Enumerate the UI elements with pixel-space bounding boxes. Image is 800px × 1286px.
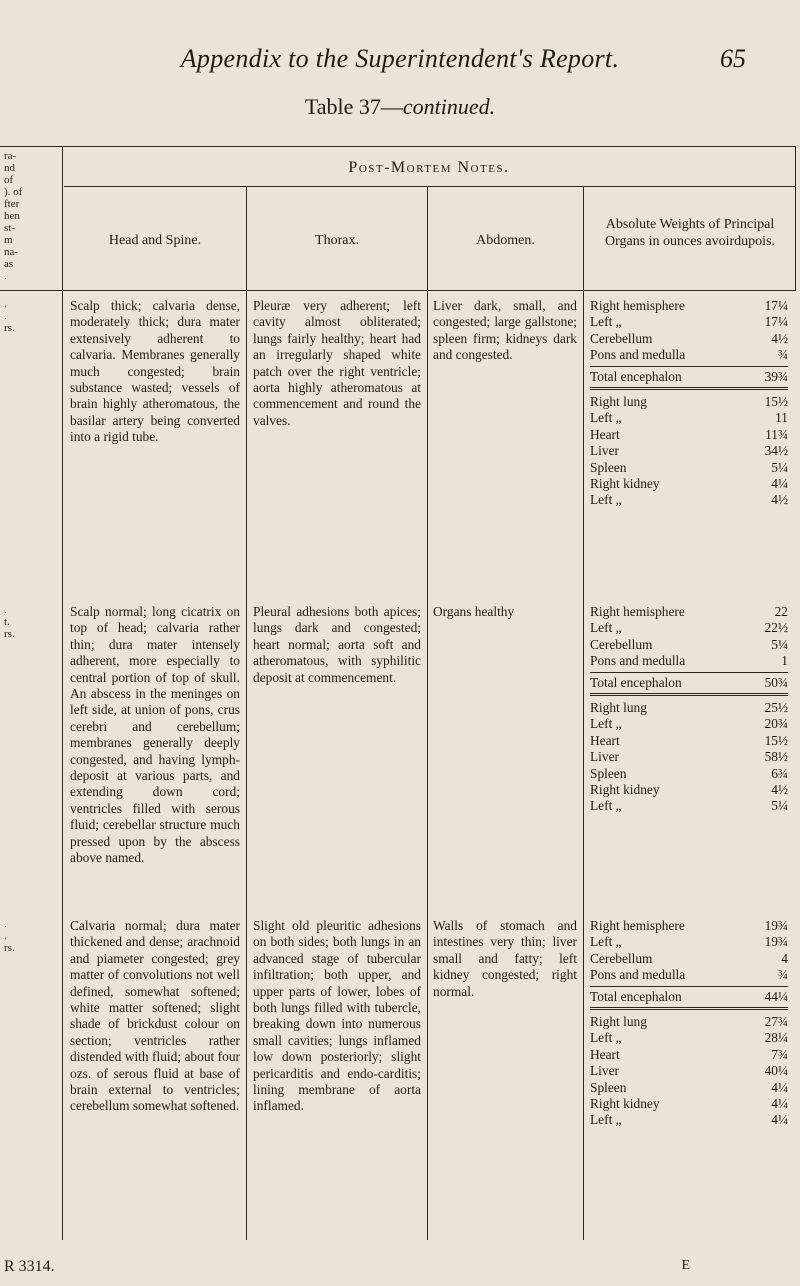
weight-row <box>590 637 788 653</box>
weight-value: 25½ <box>764 700 788 716</box>
weight-label: Liver <box>590 443 619 459</box>
weight-row <box>590 700 788 716</box>
weight-row <box>590 460 788 476</box>
weight-value: 1 <box>781 653 788 669</box>
column-divider-1 <box>62 146 63 1240</box>
weight-value: 4 <box>781 950 788 966</box>
weight-value: 6¾ <box>771 765 788 781</box>
sheet-letter: E <box>681 1258 690 1273</box>
case-1-head-spine: Scalp thick; calvaria dense, moderately thick; dura mater extensively adherent to calvaria. Membranes generally much congested; brain substance wasted; vessels of brain highly atheromatous, the basilar artery being converted into a rigid tube. <box>70 298 240 445</box>
weight-value: 4¼ <box>771 1079 788 1095</box>
case-2-thorax: Pleural adhesions both apices; lungs dark and congested; heart normal; aorta soft and atheromatous, with syphilitic deposit at commencement. <box>253 604 421 685</box>
weight-row <box>590 394 788 410</box>
weight-label: Cerebellum <box>590 330 653 346</box>
weight-label: Right kidney <box>590 1096 660 1112</box>
weight-value: 5¼ <box>771 459 788 475</box>
weight-label: Right lung <box>590 1014 647 1030</box>
left-column-row-1: . . rs. <box>4 298 15 334</box>
weight-value: 4¼ <box>771 476 788 492</box>
weight-label: Heart <box>590 426 620 442</box>
total-encephalon-row <box>590 986 788 1010</box>
weight-label: Spleen <box>590 1079 627 1095</box>
weight-label: Pons and medulla <box>590 967 686 983</box>
header-bottom-rule <box>0 290 796 291</box>
weight-value: 7¾ <box>771 1046 788 1062</box>
case-1-abdomen: Liver dark, small, and congested; large gallstone; spleen firm; kidneys dark and congested. <box>433 298 577 363</box>
weight-value: 28¼ <box>764 1030 788 1046</box>
weight-row <box>590 1030 788 1046</box>
weight-value: 20¾ <box>764 716 788 732</box>
weight-row <box>590 918 788 934</box>
table-title-prefix: Table 37— <box>304 94 403 119</box>
weight-label: Spleen <box>590 765 627 781</box>
weight-label: Right hemisphere <box>590 298 685 313</box>
weight-value: 22½ <box>764 620 788 636</box>
total-encephalon-row <box>590 672 788 696</box>
weight-row <box>590 733 788 749</box>
weight-value: 5¼ <box>771 636 788 652</box>
left-column-row-3: . . rs. <box>4 918 15 954</box>
weight-value: 40¼ <box>764 1063 788 1079</box>
weight-label: Liver <box>590 749 619 765</box>
table-top-rule <box>0 146 796 147</box>
weight-label: Spleen <box>590 459 627 475</box>
weight-label: Pons and medulla <box>590 653 686 669</box>
weight-row <box>590 347 788 363</box>
weight-value: 4½ <box>771 492 788 508</box>
weight-value: 4½ <box>771 782 788 798</box>
weight-row <box>590 934 788 950</box>
weight-label: Left „ <box>590 1112 622 1128</box>
weight-value: 17¼ <box>764 298 788 313</box>
case-3-head-spine: Calvaria normal; dura mater thickened and dense; arachnoid and piameter congested; grey matter of convolutions not well defined, somewhat softened; white matter softened; slight shade of brickdust colour on section; ventricles rather distended with fluid; about four ozs. of serous fluid at base of brain external to ventricles; cerebellum somewhat softened. <box>70 918 240 1114</box>
weight-label: Total encephalon <box>590 674 682 690</box>
case-3-abdomen: Walls of stomach and intestines very thin; liver small and fatty; left kidney congested; right normal. <box>433 918 577 999</box>
case-2-abdomen: Organs healthy <box>433 604 515 619</box>
weight-value: 4¼ <box>771 1096 788 1112</box>
weight-value: 44¼ <box>764 988 788 1004</box>
case-3-weights <box>590 918 788 1129</box>
weight-value: 39¾ <box>764 368 788 384</box>
weight-row <box>590 620 788 636</box>
weight-row <box>590 798 788 814</box>
weight-row <box>590 951 788 967</box>
weight-value: 50¾ <box>764 674 788 690</box>
weight-value: ¾ <box>777 347 788 363</box>
weight-value: 34½ <box>764 443 788 459</box>
weight-label: Heart <box>590 1046 620 1062</box>
weight-label: Total encephalon <box>590 988 682 1004</box>
weight-value: 17¼ <box>764 314 788 330</box>
signature-mark: R 3314. <box>4 1258 55 1275</box>
post-mortem-underline <box>64 186 796 187</box>
weight-label: Left „ <box>590 716 622 732</box>
total-encephalon-row <box>590 366 788 390</box>
weight-label: Pons and medulla <box>590 347 686 363</box>
case-3-thorax: Slight old pleuritic adhesions on both sides; both lungs in an advanced stage of tubercular infiltration; both upper, and upper parts of lower, lobes of both lungs filled with tubercle, breaking down into numerous small cavities; lungs inflamed low down posteriorly; slight pericarditis and endo-carditis; lining membrane of aorta inflamed. <box>253 918 421 1114</box>
weight-row <box>590 1096 788 1112</box>
weight-row <box>590 492 788 508</box>
weight-value: 15½ <box>764 732 788 748</box>
weight-label: Left „ <box>590 934 622 950</box>
header-head-spine: Head and Spine. <box>108 233 202 248</box>
weight-value: 11 <box>775 410 788 426</box>
case-1-thorax: Pleuræ very adherent; left cavity almost obliterated; lungs fairly healthy; heart had an irregularly shaped white patch over the right ventricle; aorta highly atheromatous at commencement and round the valves. <box>253 298 421 428</box>
table-right-rule <box>795 146 796 290</box>
header-weights: Absolute Weights of Principal Organs in ounces avoirdupois. <box>604 217 776 249</box>
left-column-row-2: . t. rs. <box>4 604 15 640</box>
weight-label: Left „ <box>590 620 622 636</box>
table-title <box>0 94 800 120</box>
weight-row <box>590 1047 788 1063</box>
weight-label: Liver <box>590 1063 619 1079</box>
weight-value: 5¼ <box>771 798 788 814</box>
weight-value: 58½ <box>764 749 788 765</box>
weight-label: Left „ <box>590 492 622 508</box>
column-divider-4 <box>583 186 584 1240</box>
weight-label: Right lung <box>590 394 647 410</box>
table-title-suffix: continued. <box>402 94 496 119</box>
weight-row <box>590 716 788 732</box>
weight-value: 15½ <box>764 394 788 410</box>
weight-row <box>590 410 788 426</box>
case-2-head-spine: Scalp normal; long cicatrix on top of head; calvaria rather thin; dura mater intensely adherent, more especially to central portion of top of skull. An abscess in the meninges on left side, at union of pons, crus cerebri and cerebellum; membranes generally deeply congested, and having lymph-deposit at various parts, and extending down cord; ventricles filled with serous fluid; cerebellar structure much pressed upon by the abscess above named. <box>70 604 240 866</box>
weight-row <box>590 653 788 669</box>
weight-label: Right hemisphere <box>590 918 685 933</box>
weight-row <box>590 298 788 314</box>
weight-row <box>590 1063 788 1079</box>
weight-label: Heart <box>590 732 620 748</box>
weight-label: Cerebellum <box>590 636 653 652</box>
weight-value: ¾ <box>777 967 788 983</box>
weight-value: 4¼ <box>771 1112 788 1128</box>
weight-row <box>590 1112 788 1128</box>
case-1-weights <box>590 298 788 509</box>
weight-label: Right kidney <box>590 782 660 798</box>
weight-row <box>590 427 788 443</box>
weight-label: Left „ <box>590 798 622 814</box>
weight-value: 19¾ <box>764 934 788 950</box>
weight-row <box>590 967 788 983</box>
page-number: 65 <box>720 44 746 73</box>
header-thorax: Thorax. <box>315 233 359 248</box>
weight-label: Right lung <box>590 700 647 716</box>
weight-label: Left „ <box>590 314 622 330</box>
weight-value: 22 <box>774 604 788 619</box>
weight-row <box>590 1080 788 1096</box>
running-head: Appendix to the Superintendent's Report. <box>180 44 620 73</box>
weight-label: Left „ <box>590 410 622 426</box>
weight-label: Total encephalon <box>590 368 682 384</box>
weight-label: Right kidney <box>590 476 660 492</box>
weight-row <box>590 476 788 492</box>
weight-label: Right hemisphere <box>590 604 685 619</box>
weight-value: 11¾ <box>765 426 788 442</box>
column-divider-3 <box>427 186 428 1240</box>
weight-value: 4½ <box>771 330 788 346</box>
weight-row <box>590 443 788 459</box>
weight-row <box>590 749 788 765</box>
left-column-header: ra- nd of ). of fter hen st- m na- as . <box>4 150 23 282</box>
weight-row <box>590 1014 788 1030</box>
weight-row <box>590 331 788 347</box>
post-mortem-heading: Post-Mortem Notes. <box>348 159 510 176</box>
weight-label: Left „ <box>590 1030 622 1046</box>
weight-label: Cerebellum <box>590 950 653 966</box>
weight-value: 19¾ <box>764 918 788 933</box>
weight-row <box>590 766 788 782</box>
weight-row <box>590 604 788 620</box>
weight-row <box>590 782 788 798</box>
column-divider-2 <box>246 186 247 1240</box>
weight-value: 27¾ <box>764 1014 788 1030</box>
weight-row <box>590 314 788 330</box>
case-2-weights <box>590 604 788 815</box>
header-abdomen: Abdomen. <box>476 233 535 248</box>
